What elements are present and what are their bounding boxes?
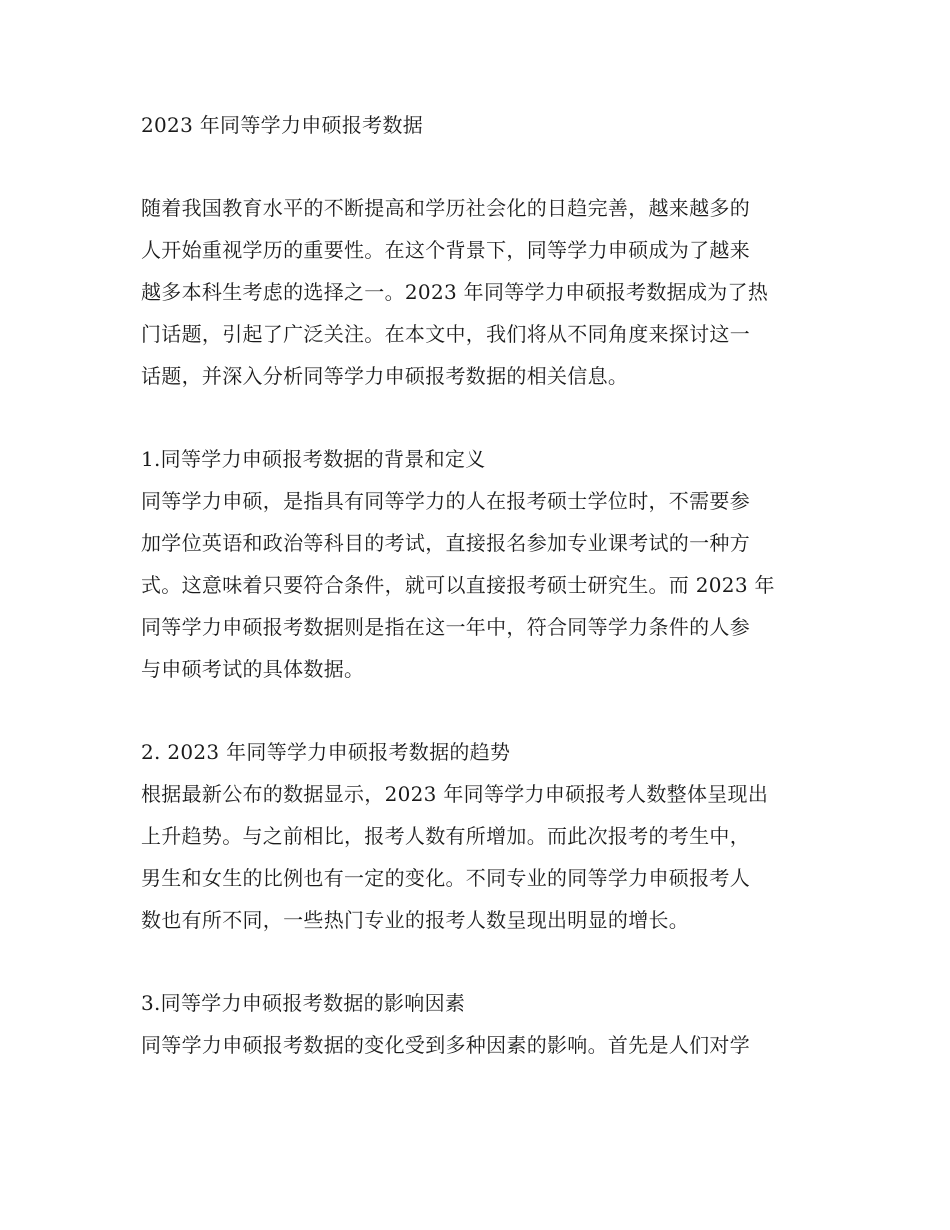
section-1-line-3: 式。这意味着只要符合条件，就可以直接报考硕士研究生。而 2023 年: [141, 573, 775, 597]
section-1-line-4: 同等学力申硕报考数据则是指在这一年中，符合同等学力条件的人参: [141, 615, 750, 639]
section-3-heading: 3.同等学力申硕报考数据的影响因素: [141, 991, 466, 1015]
section-1-line-1: 同等学力申硕，是指具有同等学力的人在报考硕士学位时，不需要参: [141, 489, 750, 513]
section-1-line-2: 加学位英语和政治等科目的考试，直接报名参加专业课考试的一种方: [141, 531, 750, 555]
section-1-heading: 1.同等学力申硕报考数据的背景和定义: [141, 447, 486, 471]
section-3-line-1: 同等学力申硕报考数据的变化受到多种因素的影响。首先是人们对学: [141, 1033, 750, 1057]
document-title: 2023 年同等学力申硕报考数据: [141, 113, 424, 137]
intro-line-1: 随着我国教育水平的不断提高和学历社会化的日趋完善，越来越多的: [141, 196, 750, 220]
section-1-line-5: 与申硕考试的具体数据。: [141, 657, 365, 681]
intro-line-3: 越多本科生考虑的选择之一。2023 年同等学力申硕报考数据成为了热: [141, 280, 769, 304]
section-2-line-3: 男生和女生的比例也有一定的变化。不同专业的同等学力申硕报考人: [141, 866, 750, 890]
section-2-line-1: 根据最新公布的数据显示，2023 年同等学力申硕报考人数整体呈现出: [141, 782, 769, 806]
section-2-line-2: 上升趋势。与之前相比，报考人数有所增加。而此次报考的考生中，: [141, 824, 750, 848]
intro-line-2: 人开始重视学历的重要性。在这个背景下，同等学力申硕成为了越来: [141, 238, 750, 262]
section-2-line-4: 数也有所不同，一些热门专业的报考人数呈现出明显的增长。: [141, 908, 690, 932]
section-2-heading: 2. 2023 年同等学力申硕报考数据的趋势: [141, 740, 511, 764]
intro-line-4: 门话题，引起了广泛关注。在本文中，我们将从不同角度来探讨这一: [141, 322, 750, 346]
intro-line-5: 话题，并深入分析同等学力申硕报考数据的相关信息。: [141, 364, 629, 388]
